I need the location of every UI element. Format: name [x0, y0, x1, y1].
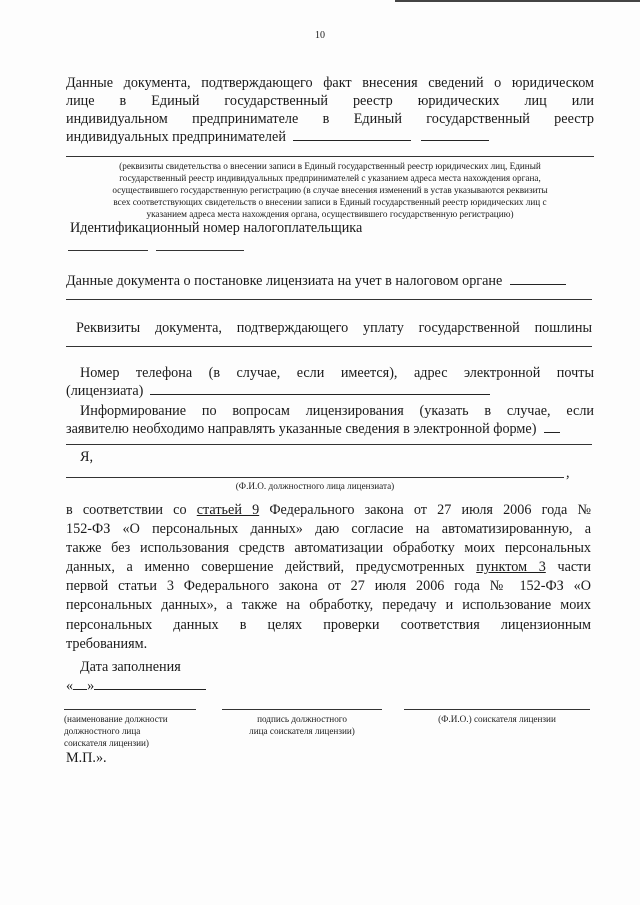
register-line-2: лице в Единый государственный реестр юридических лиц или	[66, 93, 594, 109]
register-note-line-3: осуществившего государственную регистрацию (в случае внесения изменений в устав указываются реквизиты	[112, 185, 548, 195]
consent-paragraph	[66, 501, 591, 654]
register-note-line-4: всех соответствующих свидетельств о внесении записи в Единый государственный реестр юридических лиц с	[113, 197, 547, 207]
consent-l4-b: части	[557, 559, 591, 576]
register-line-1: Данные документа, подтверждающего факт внесения сведений о юридическом	[66, 75, 594, 91]
fio-sign-fill-line[interactable]	[404, 709, 590, 710]
date-label: Дата заполнения	[80, 659, 181, 675]
register-fill-line[interactable]	[66, 156, 594, 157]
register-block	[66, 74, 594, 146]
law-article-link[interactable]: статьей 9	[196, 502, 260, 518]
position-caption	[64, 713, 214, 749]
duty-label-text: Реквизиты документа, подтверждающего уплату государственной пошлины	[76, 320, 592, 336]
page-number: 10	[315, 30, 325, 41]
stamp-label: М.П.».	[66, 750, 107, 766]
tax-doc-fill[interactable]	[510, 272, 566, 285]
duty-fill-line[interactable]	[66, 346, 592, 347]
consent-l1-a: в соответствии со	[66, 502, 187, 518]
signature-caption-2: лица соискателя лицензии)	[249, 726, 355, 736]
signature-fill-line[interactable]	[222, 709, 382, 710]
consent-line-3: также без использования средств автоматизации обработку моих персональных	[66, 540, 591, 557]
register-note-line-2: государственный реестр индивидуальных предпринимателей с указанием адреса места нахождения органа,	[119, 173, 541, 183]
contact-line-1: Номер телефона (в случае, если имеется), адрес электронной почты	[80, 365, 594, 381]
register-note	[66, 160, 594, 220]
consent-line-6: персональных данных», а также на обработку, передачу и использование моих	[66, 597, 591, 614]
date-row	[66, 677, 226, 695]
register-line-3: индивидуальном предпринимателе в Единый государственный реестр	[66, 111, 594, 127]
informing-fill-line[interactable]	[66, 444, 592, 445]
fio-caption: (Ф.И.О. должностного лица лицензиата)	[235, 481, 395, 491]
signature-caption-1: подпись должностного	[257, 714, 347, 724]
law-point-link[interactable]: пунктом 3	[476, 559, 546, 576]
date-day-fill[interactable]	[73, 677, 87, 690]
informing-fill[interactable]	[544, 420, 560, 433]
fio-caption-sign: (Ф.И.О.) соискателя лицензии	[438, 714, 556, 724]
fio-comma: ,	[566, 465, 570, 481]
tax-doc-fill-line[interactable]	[66, 299, 592, 300]
inn-label: Идентификационный номер налогоплательщика	[70, 220, 363, 236]
position-caption-3: соискателя лицензии)	[64, 738, 149, 748]
register-line-4	[66, 128, 594, 146]
date-quote-open: «	[66, 678, 74, 694]
consent-line-4	[66, 558, 591, 577]
ya-label: Я,	[80, 449, 94, 465]
contact-line-2-row	[66, 382, 594, 400]
signature-caption	[222, 713, 382, 737]
position-fill-line[interactable]	[64, 709, 196, 710]
register-line-4-text: индивидуальных предпринимателей	[66, 129, 286, 145]
inn-fill-1[interactable]	[68, 250, 148, 251]
register-note-line-1: (реквизиты свидетельства о внесении записи в Единый государственный реестр юридических лиц, Единый	[119, 161, 541, 171]
informing-line-1: Информирование по вопросам лицензирования (указать в случае, если	[80, 403, 594, 419]
tax-doc-row	[66, 272, 594, 290]
date-quote-close: »	[87, 678, 95, 694]
register-fill-2[interactable]	[421, 128, 489, 141]
consent-line-2: 152-ФЗ «О персональных данных» даю согласие на автоматизированную, а	[66, 521, 591, 538]
inn-fill-2[interactable]	[156, 250, 244, 251]
consent-l1-b: Федерального закона от 27 июля 2006 года №	[269, 502, 591, 518]
tax-doc-label: Данные документа о постановке лицензиата на учет в налоговом органе	[66, 273, 503, 289]
contact-line-2: (лицензиата)	[66, 383, 144, 399]
informing-line-2-row	[66, 420, 594, 438]
contact-fill[interactable]	[150, 382, 490, 395]
duty-label	[76, 319, 592, 337]
consent-l4-a: данных, а именно совершение действий, предусмотренных	[66, 559, 465, 576]
top-edge-line	[395, 0, 640, 2]
register-note-line-5: указанием адреса места нахождения органа, осуществившего государственную регистрацию)	[146, 209, 514, 219]
informing-block	[80, 402, 594, 420]
position-caption-2: должностного лица	[64, 726, 141, 736]
fio-fill-line[interactable]	[66, 477, 564, 478]
consent-line-1	[66, 501, 591, 520]
consent-line-7: персональных данных в целях проверки соответствия лицензионным	[66, 616, 591, 633]
consent-line-5: первой статьи 3 Федерального закона от 27 июля 2006 года № 152-ФЗ «О	[66, 578, 591, 595]
date-month-year-fill[interactable]	[94, 677, 206, 690]
position-caption-1: (наименование должности	[64, 714, 168, 724]
consent-line-8: требованиям.	[66, 635, 148, 652]
contact-block	[80, 364, 594, 382]
informing-line-2: заявителю необходимо направлять указанные сведения в электронной форме)	[66, 421, 537, 437]
register-fill-1[interactable]	[293, 128, 411, 141]
